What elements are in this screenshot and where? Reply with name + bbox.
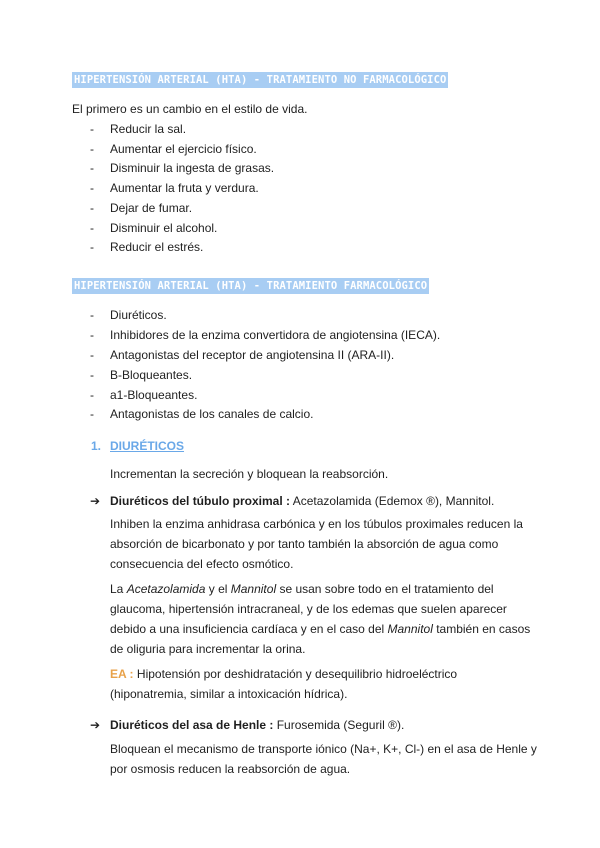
paragraph-line: (hiponatremia, similar a intoxicación hídrica). [110, 687, 348, 701]
dash: - [90, 328, 94, 342]
dash: - [90, 388, 94, 402]
list-item: B-Bloqueantes. [110, 368, 193, 382]
dash: - [90, 348, 94, 362]
list-item: Reducir la sal. [110, 122, 187, 136]
paragraph-line: La Acetazolamida y el Mannitol se usan sobre todo en el tratamiento del [110, 582, 494, 596]
list-item: Inhibidores de la enzima convertidora de angiotensina (IECA). [110, 328, 441, 342]
paragraph-line: de oliguria para incrementar la orina. [110, 642, 306, 656]
list-item: Aumentar el ejercicio físico. [110, 142, 257, 156]
arrow-bullet-icon: ➔ [90, 494, 101, 508]
paragraph-line: absorción de bicarbonato y por tanto también la absorción de agua como [110, 537, 499, 551]
paragraph-line: Bloquean el mecanismo de transporte iónico (Na+, K+, Cl-) en el asa de Henle y [110, 742, 537, 756]
dash: - [90, 142, 94, 156]
section-number: 1. [91, 439, 102, 453]
list-item: Antagonistas del receptor de angiotensina II (ARA-II). [110, 348, 395, 362]
dash: - [90, 122, 94, 136]
section-title: DIURÉTICOS [110, 439, 185, 453]
heading-farmacologico: HIPERTENSIÓN ARTERIAL (HTA) - TRATAMIENTO FARMACOLÓGICO [74, 280, 428, 292]
adverse-effects-line: EA : Hipotensión por deshidratación y desequilibrio hidroeléctrico [110, 667, 458, 681]
list-item: Disminuir el alcohol. [110, 221, 218, 235]
paragraph-line: consecuencia del efecto osmótico. [110, 557, 294, 571]
dash: - [90, 308, 94, 322]
dash: - [90, 181, 94, 195]
list-item: Diuréticos. [110, 308, 167, 322]
asa-henle-heading: Diuréticos del asa de Henle : Furosemida (Seguril ®). [110, 718, 405, 732]
list-item: Reducir el estrés. [110, 240, 204, 254]
list-item: Antagonistas de los canales de calcio. [110, 407, 314, 421]
arrow-bullet-icon: ➔ [90, 718, 101, 732]
intro-text: El primero es un cambio en el estilo de vida. [72, 102, 308, 116]
dash: - [90, 407, 94, 421]
dash: - [90, 368, 94, 382]
dash: - [90, 240, 94, 254]
paragraph-line: debido a una insuficiencia cardíaca y en el caso del Mannitol también en casos [110, 622, 531, 636]
dash: - [90, 161, 94, 175]
dash: - [90, 221, 94, 235]
paragraph-line: Inhiben la enzima anhidrasa carbónica y en los túbulos proximales reducen la [110, 517, 523, 531]
tubulo-proximal-heading: Diuréticos del túbulo proximal : Acetazolamida (Edemox ®), Mannitol. [110, 494, 495, 508]
heading-no-farmacologico: HIPERTENSIÓN ARTERIAL (HTA) - TRATAMIENTO NO FARMACOLÓGICO [74, 74, 447, 86]
list-item: a1-Bloqueantes. [110, 388, 198, 402]
paragraph-line: glaucoma, hipertensión intracraneal, y de los edemas que suelen aparecer [110, 602, 507, 616]
diureticos-intro: Incrementan la secreción y bloquean la reabsorción. [110, 467, 389, 481]
list-item: Disminuir la ingesta de grasas. [110, 161, 275, 175]
list-item: Dejar de fumar. [110, 201, 193, 215]
list-item: Aumentar la fruta y verdura. [110, 181, 259, 195]
dash: - [90, 201, 94, 215]
paragraph-line: por osmosis reducen la reabsorción de agua. [110, 762, 351, 776]
